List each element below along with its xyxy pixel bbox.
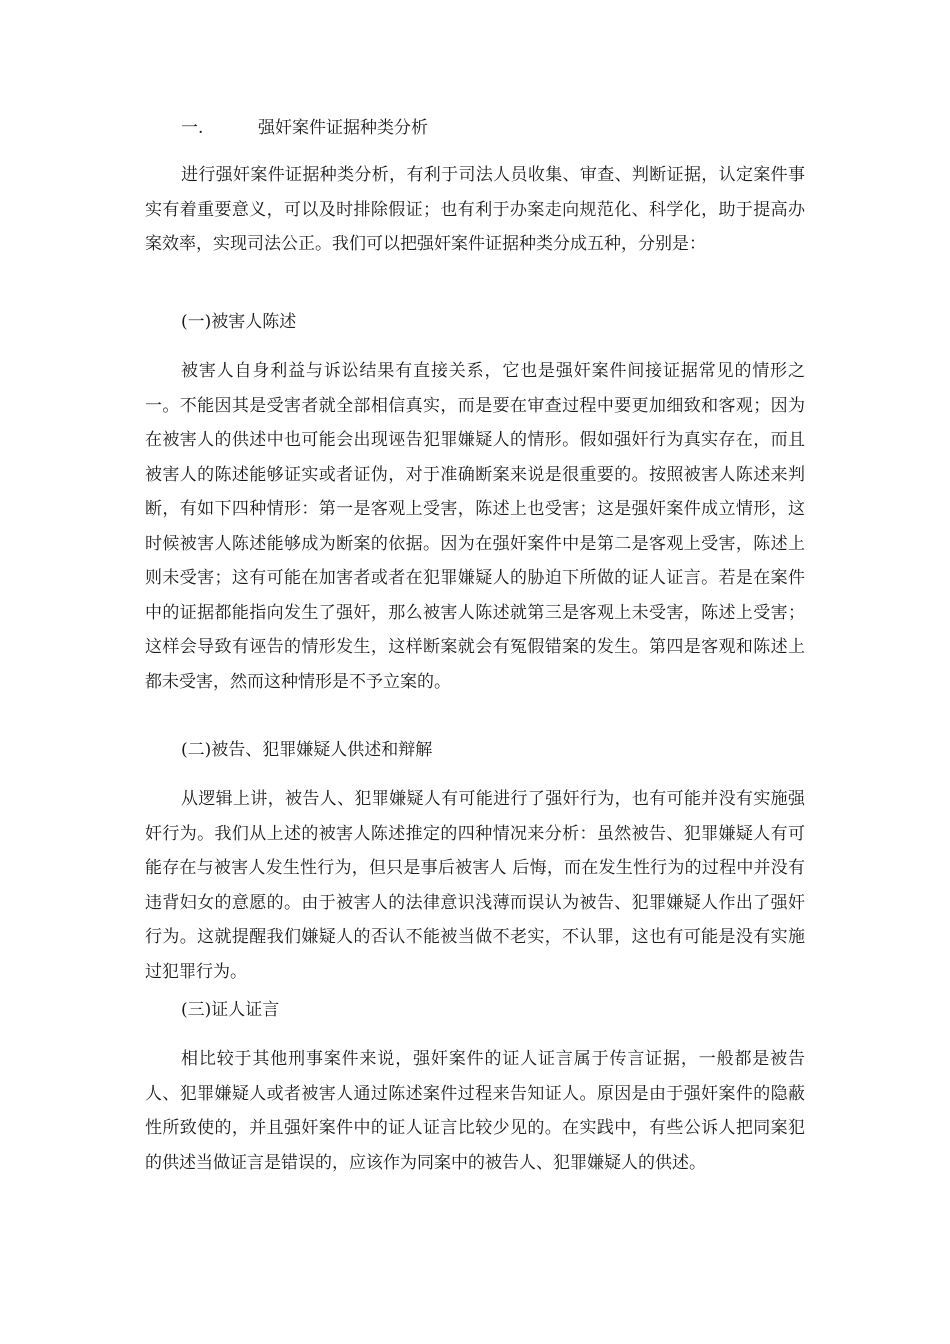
subsection-title-2: (二)被告、犯罪嫌疑人供述和辩解 [181, 740, 433, 760]
intro-paragraph: 进行强奸案件证据种类分析，有利于司法人员收集、审查、判断证据，认定案件事实有着重要意义，可以及时排除假证；也有利于办案走向规范化、科学化，助于提高办案效率，实现司法公正。我们可以把强奸案件证据种类分成五种，分别是： [145, 165, 805, 254]
subsection-body-2: 从逻辑上讲，被告人、犯罪嫌疑人有可能进行了强奸行为，也有可能并没有实施强奸行为。我们从上述的被害人陈述推定的四种情况来分析：虽然被告、犯罪嫌疑人有可能存在与被害人发生性行为，但只是事后被害人 后悔，而在发生性行为的过程中并没有违背妇女的意愿的。由于被害人的法律意识浅薄而误认为被告、犯罪嫌疑人作出了强奸行为。这就提醒我们嫌疑人的否认不能被当做不老实，不认罪，这也有可能是没有实施过犯罪行为。 [145, 789, 805, 982]
heading-title: 强奸案件证据种类分析 [258, 118, 428, 138]
section-heading [181, 116, 428, 140]
subsection-body-3: 相比较于其他刑事案件来说，强奸案件的证人证言属于传言证据，一般都是被告人、犯罪嫌疑人或者被害人通过陈述案件过程来告知证人。原因是由于强奸案件的隐蔽性所致使的，并且强奸案件中的证人证言比较少见的。在实践中，有些公诉人把同案犯的供述当做证言是错误的，应该作为同案中的被告人、犯罪嫌疑人的供述。 [145, 1049, 805, 1173]
subsection-title-3: (三)证人证言 [181, 1000, 280, 1020]
heading-number: 一. [181, 118, 204, 138]
subsection-title-1: (一)被害人陈述 [181, 312, 297, 332]
subsection-body-1: 被害人自身利益与诉讼结果有直接关系，它也是强奸案件间接证据常见的情形之一。不能因其是受害者就全部相信真实，而是要在审查过程中要更加细致和客观；因为在被害人的供述中也可能会出现诬告犯罪嫌疑人的情形。假如强奸行为真实存在，而且被害人的陈述能够证实或者证伪，对于准确断案来说是很重要的。按照被害人陈述来判断，有如下四种情形：第一是客观上受害，陈述上也受害；这是强奸案件成立情形，这时候被害人陈述能够成为断案的依据。因为在强奸案件中是第二是客观上受害，陈述上则未受害；这有可能在加害者或者在犯罪嫌疑人的胁迫下所做的证人证言。若是在案件中的证据都能指向发生了强奸，那么被害人陈述就第三是客观上未受害，陈述上受害；这样会导致有诬告的情形发生，这样断案就会有冤假错案的发生。第四是客观和陈述上都未受害，然而这种情形是不予立案的。 [145, 361, 805, 692]
